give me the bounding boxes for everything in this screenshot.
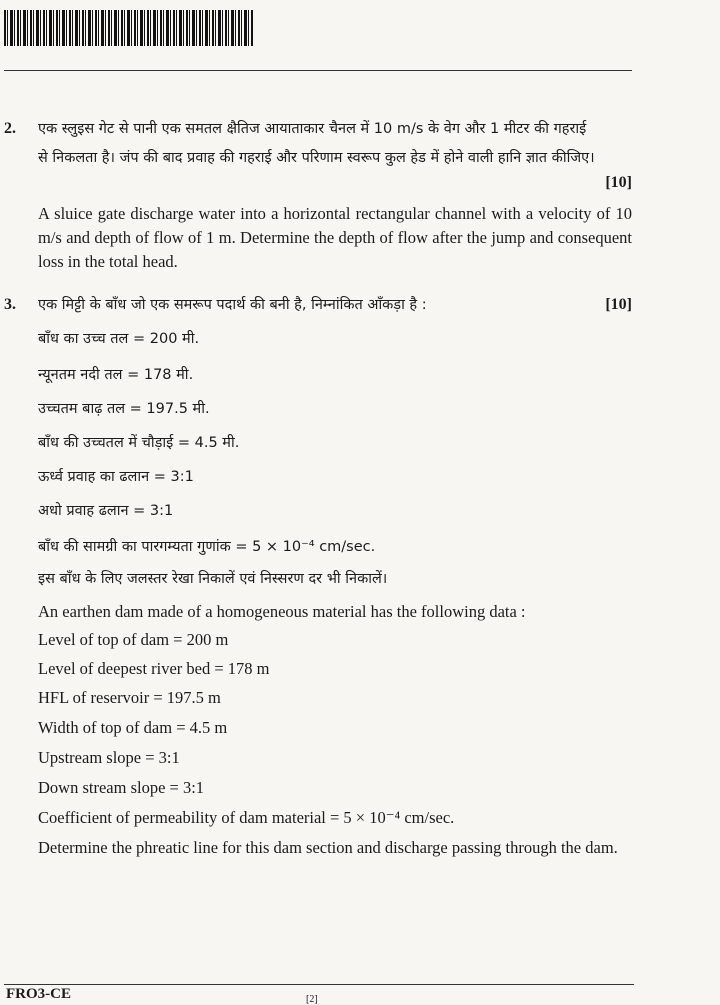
hindi-data-top-width: बाँध की उच्चतल में चौड़ाई = 4.5 मी. (38, 435, 240, 451)
english-data-hfl: HFL of reservoir = 197.5 m (38, 688, 221, 707)
hindi-data-downstream-slope: अधो प्रवाह ढलान = 3:1 (38, 503, 174, 519)
question-2-number: 2. (4, 120, 16, 137)
hindi-data-dam-top-level: बाँध का उच्च तल = 200 मी. (38, 331, 200, 347)
english-data-top-width: Width of top of dam = 4.5 m (38, 718, 228, 737)
header-divider (4, 70, 632, 71)
question-3-marks: [10] (605, 296, 632, 313)
question-2-hindi-line-1: एक स्लुइस गेट से पानी एक समतल क्षैतिज आयाताकार चैनल में 10 m/s के वेग और 1 मीटर की गहराई (38, 121, 587, 137)
english-data-river-bed: Level of deepest river bed = 178 m (38, 659, 270, 678)
english-data-upstream-slope: Upstream slope = 3:1 (38, 748, 180, 767)
question-2-english-text: A sluice gate discharge water into a horizontal rectangular channel with a velocity of 10 m/s and depth of flow of 1 m. Determine the depth of flow after the jump and consequent loss in the total head. (38, 204, 632, 271)
hindi-data-instruction: इस बाँध के लिए जलस्तर रेखा निकालें एवं निस्सरण दर भी निकालें। (38, 571, 388, 587)
page-number: [2] (306, 994, 318, 1005)
english-data-downstream-slope: Down stream slope = 3:1 (38, 778, 205, 797)
barcode (4, 10, 254, 46)
english-data-dam-top-level: Level of top of dam = 200 m (38, 630, 229, 649)
paper-code: FRO3-CE (6, 986, 71, 1002)
hindi-data-river-bed: न्यूनतम नदी तल = 178 मी. (38, 367, 194, 383)
question-2-hindi-line-2: से निकलता है। जंप की बाद प्रवाह की गहराई और परिणाम स्वरूप कुल हेड में होने वाली हानि ज्ञात कीजिए। (38, 150, 595, 166)
question-3-hindi-intro: एक मिट्टी के बाँध जो एक समरूप पदार्थ की बनी है, निम्नांकित आँकड़ा है : (38, 297, 427, 313)
hindi-data-upstream-slope: ऊर्ध्व प्रवाह का ढलान = 3:1 (38, 469, 194, 485)
footer-divider (4, 984, 634, 985)
question-3-english-final: Determine the phreatic line for this dam section and discharge passing through the dam. (38, 838, 618, 857)
hindi-data-flood-level: उच्चतम बाढ़ तल = 197.5 मी. (38, 401, 210, 417)
english-data-permeability: Coefficient of permeability of dam material = 5 × 10⁻⁴ cm/sec. (38, 808, 455, 827)
question-3-english-intro: An earthen dam made of a homogeneous material has the following data : (38, 602, 526, 621)
question-3-number: 3. (4, 296, 16, 313)
hindi-data-permeability: बाँध की सामग्री का पारगम्यता गुणांक = 5 × 10⁻⁴ cm/sec. (38, 539, 376, 555)
question-2-marks: [10] (605, 174, 632, 191)
